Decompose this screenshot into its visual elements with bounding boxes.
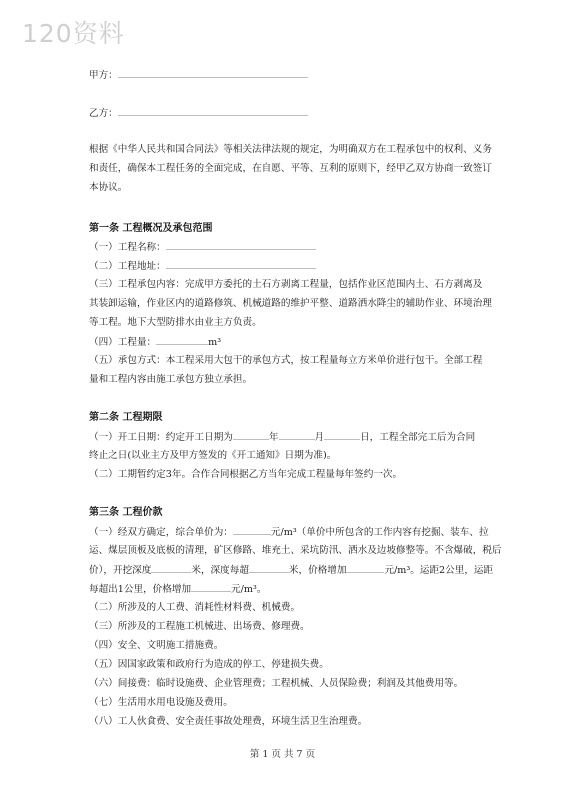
intro-line-1: 根据《中华人民共和国合同法》等相关法律法规的规定，为明确双方在工程承包中的权利、义务 — [89, 144, 492, 155]
depth-blank[interactable] — [151, 563, 191, 573]
price-line-4 — [89, 582, 514, 597]
page-number: 第 1 页 共 7 页 — [249, 749, 316, 760]
price-item: （八）工人伙食费、安全责任事故处理费，环境生活卫生治理费。 — [89, 716, 368, 727]
unit-price-unit: 元/m³（单价中所包含的工作内容有挖掘、装车、拉 — [270, 527, 489, 538]
intro-line-3: 本协议。 — [89, 182, 128, 193]
distance-extra-label: 每超出1公里，价格增加 — [89, 584, 192, 595]
start-date-line — [89, 430, 514, 445]
project-name-line — [89, 240, 514, 255]
party-a-blank[interactable] — [118, 68, 308, 78]
year-label: 年 — [268, 432, 279, 443]
party-a-label: 甲方： — [89, 70, 118, 81]
content-line-3: 等工程。地下大型防排水由业主方负责。 — [89, 317, 262, 328]
article1-heading: 第一条 工程概况及承包范围 — [89, 223, 213, 234]
depth-extra-label: 米，深度每超 — [191, 565, 249, 576]
price-item: （四）安全、文明施工措施费。 — [89, 640, 224, 651]
price-increase-blank[interactable] — [346, 563, 384, 573]
party-b-line — [89, 106, 514, 121]
project-address-label: （二）工程地址： — [89, 261, 166, 272]
price-item: （六）间接费：临时设施费、企业管理费；工程机械、人员保险费；利润及其他费用等。 — [89, 678, 464, 689]
start-month-blank[interactable] — [279, 430, 315, 440]
distance-label: 元/m³。运距2公里，运距 — [384, 565, 494, 576]
depth-extra-blank[interactable] — [249, 563, 289, 573]
project-address-blank[interactable] — [166, 259, 316, 269]
quantity-unit: m³ — [208, 337, 222, 348]
price-line-1 — [89, 525, 514, 540]
start-date-line-2: 终止之日(以业主方及甲方签发的《开工通知》日期为准)。 — [89, 450, 337, 461]
project-name-label: （一）工程名称： — [89, 242, 166, 253]
distance-extra-blank[interactable] — [191, 582, 231, 592]
article2-heading: 第二条 工程期限 — [89, 412, 163, 423]
distance-extra-unit: 元/m³。 — [231, 584, 267, 595]
price-item: （五）因国家政策和政府行为造成的停工、停建损失费。 — [89, 659, 329, 670]
depth-label: 价），开挖深度 — [89, 565, 152, 576]
start-date-label: （一）开工日期：约定开工日期为 — [89, 432, 233, 443]
quantity-line — [89, 335, 514, 350]
content-line-2: 其装卸运输，作业区内的道路修筑、机械道路的维护平整、道路洒水降尘的辅助作业、环境治理 — [89, 298, 492, 309]
start-day-blank[interactable] — [324, 430, 360, 440]
party-a-line — [89, 68, 514, 83]
price-increase-label: 米，价格增加 — [288, 565, 347, 576]
article3-heading: 第三条 工程价款 — [89, 507, 163, 518]
content-line-1: （三）工程承包内容：完成甲方委托的土石方剥离工程量，包括作业区范围内土、石方剥离及 — [89, 279, 483, 290]
price-item: （二）所涉及的人工费、消耗性材料费、机械费。 — [89, 602, 301, 613]
project-address-line — [89, 259, 514, 274]
project-name-blank[interactable] — [166, 240, 316, 250]
price-item: （三）所涉及的工程施工机械进、出场费、修理费。 — [89, 621, 310, 632]
price-line-2: 运、煤层顶板及底板的清理，矿区修路、堆充土、采坑防汛、洒水及边坡修整等。不含爆破，税后 — [89, 545, 502, 556]
method-line-1: （五）承包方式：本工程采用大包干的承包方式，按工程量每立方米单价进行包干。全部工程 — [89, 355, 483, 366]
month-label: 月 — [314, 432, 325, 443]
period-line: （二）工期暂约定3年。合作合同根据乙方当年完成工程量每年签约一次。 — [89, 469, 403, 480]
quantity-blank[interactable] — [156, 335, 208, 345]
unit-price-blank[interactable] — [233, 525, 271, 535]
quantity-label: （四）工程量： — [89, 337, 157, 348]
start-year-blank[interactable] — [233, 430, 269, 440]
unit-price-label: （一）经双方确定，综合单价为： — [89, 527, 233, 538]
intro-line-2: 和责任，确保本工程任务的全面完成，在自愿、平等、互利的原则下，经甲乙双方协商一致签订 — [89, 163, 492, 174]
method-line-2: 量和工程内容由施工承包方独立承担。 — [89, 374, 253, 385]
watermark-logo: 120资料 — [22, 19, 125, 48]
price-item: （七）生活用水用电设施及费用。 — [89, 697, 233, 708]
price-line-3 — [89, 563, 514, 578]
party-b-blank[interactable] — [118, 106, 308, 116]
day-label: 日，工程全部完工后为合同 — [360, 432, 476, 443]
party-b-label: 乙方： — [89, 108, 118, 119]
